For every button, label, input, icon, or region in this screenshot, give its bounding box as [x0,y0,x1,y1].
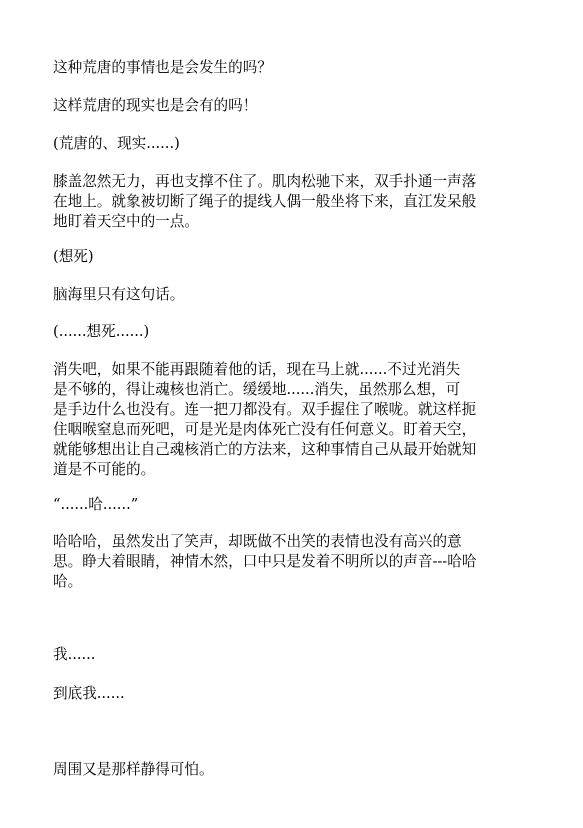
text-line: 是不够的，得让魂核也消亡。缓缓地......消失，虽然那么想，可 [53,381,461,398]
text-line: 周围又是那样静得可怕。 [53,761,214,778]
text-line: 这种荒唐的事情也是会发生的吗？ [53,59,272,76]
text-line: (......想死......) [53,323,150,340]
text-line: 是手边什么也没有。连一把刀都没有。双手握住了喉咙。就这样扼 [53,401,477,418]
text-line: 消失吧，如果不能再跟随着他的话，现在马上就......不过光消失 [53,361,461,378]
text-line: 膝盖忽然无力，再也支撑不住了。肌肉松驰下来，双手扑通一声落 [53,173,477,190]
text-line: 思。睁大着眼睛，神情木然，口中只是发着不明所以的声音---哈哈 [53,553,477,570]
text-line: 我...... [53,646,96,663]
text-line: 地盯着天空中的一点。 [53,213,199,230]
text-line: 就能够想出让自己魂核消亡的方法来，这种事情自己从最开始就知 [53,441,477,458]
text-line: 道是不可能的。 [53,461,156,478]
text-line: 到底我...... [53,685,125,702]
text-line: 住咽喉窒息而死吧，可是光是肉体死亡没有任何意义。盯着天空， [53,421,477,438]
text-line: (想死) [53,248,94,265]
text-line: 在地上。就象被切断了绳子的提线人偶一般坐将下来，直江发呆般 [53,193,477,210]
text-line: 这样荒唐的现实也是会有的吗！ [53,97,258,114]
text-line: 哈。 [53,573,83,590]
text-line: (荒唐的、现实......) [53,135,180,152]
text-line: 哈哈哈，虽然发出了笑声，却既做不出笑的表情也没有高兴的意 [53,533,462,550]
text-line: “......哈......” [53,496,139,513]
text-line: 脑海里只有这句话。 [53,286,185,303]
